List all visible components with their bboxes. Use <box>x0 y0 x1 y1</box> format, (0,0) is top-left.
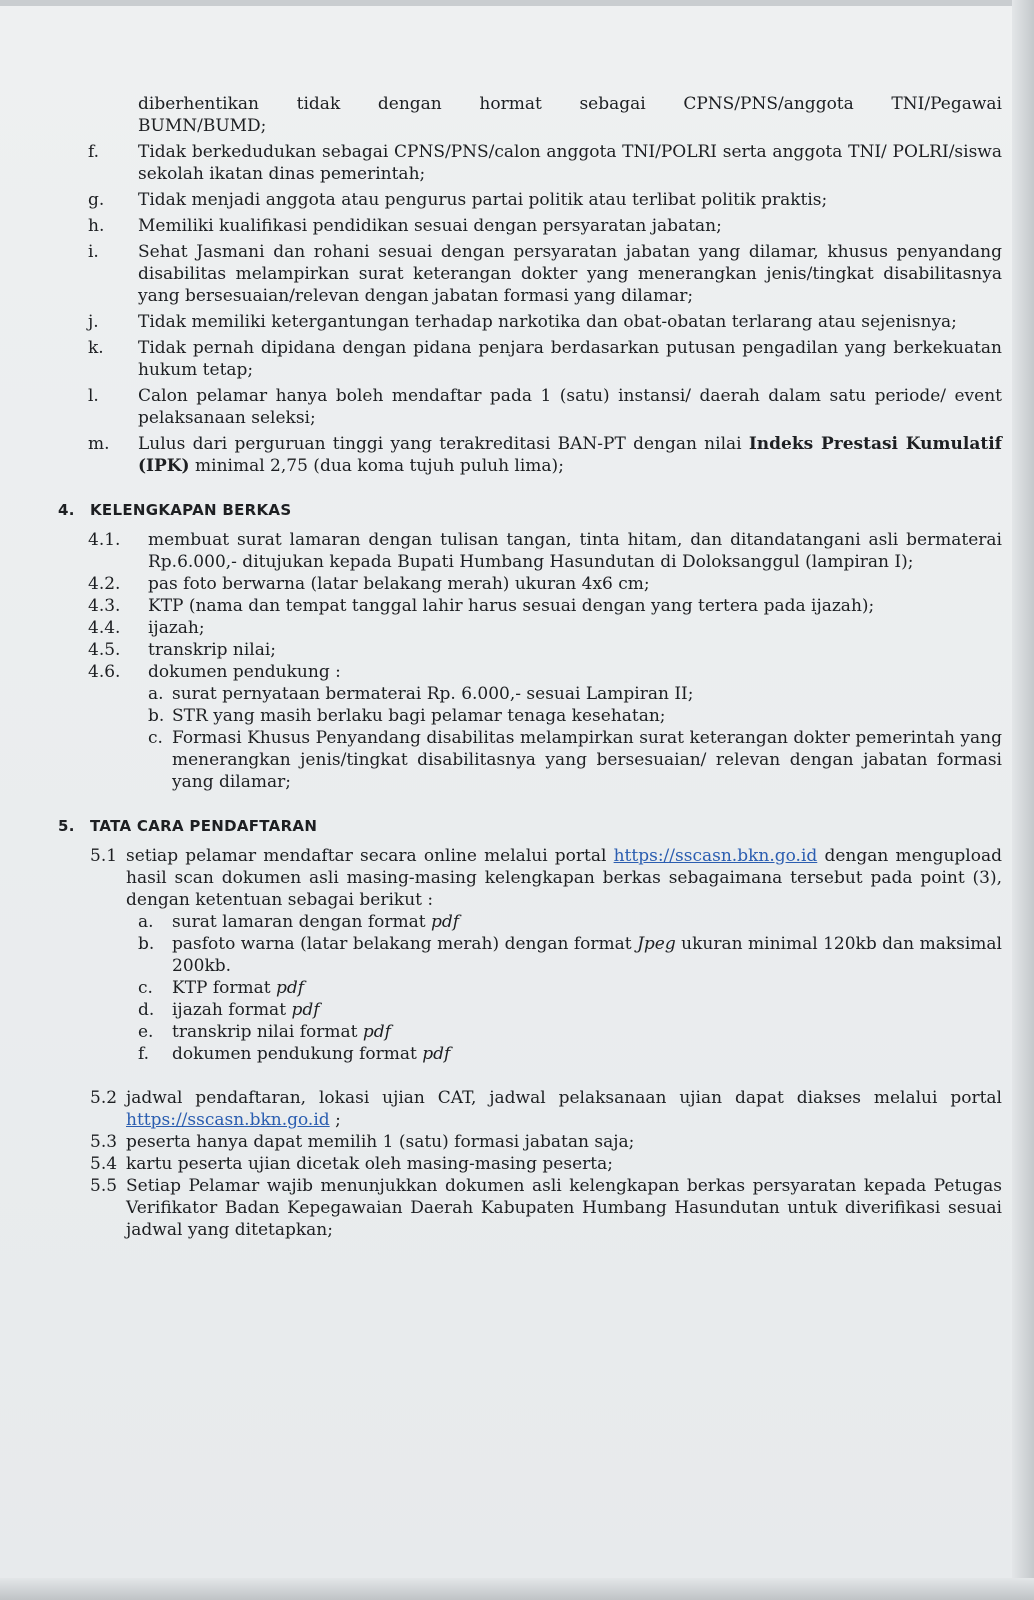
section-5-item <box>58 1153 1002 1175</box>
scan-edge-bottom <box>0 1578 1034 1600</box>
requirement-item <box>58 141 1002 185</box>
intro-word: TNI/Pegawai <box>891 94 1002 114</box>
section-4-item <box>58 639 1002 661</box>
section-4-item <box>58 661 1002 683</box>
section-4-subitem <box>58 705 1002 727</box>
requirement-item <box>58 337 1002 381</box>
intro-word: sebagai <box>579 94 646 114</box>
section-4-subitem <box>58 727 1002 793</box>
section-4-subitem <box>58 683 1002 705</box>
requirement-text: Tidak berkedudukan sebagai CPNS/PNS/calon anggota TNI/POLRI serta anggota TNI/ POLRI/siswa sekolah ikatan dinas pemerintah; <box>138 142 1002 184</box>
requirement-text: Tidak pernah dipidana dengan pidana penjara berdasarkan putusan pengadilan yang berkekuatan hukum tetap; <box>138 338 1002 380</box>
item-marker: 5.4 <box>90 1154 118 1174</box>
item-text: Setiap Pelamar wajib menunjukkan dokumen asli kelengkapan berkas persyaratan kepada Petugas Verifikator Badan Kepegawaian Daerah Kabupaten Humbang Hasundutan untuk diverifikasi sesuai jadwal yang ditetapkan; <box>126 1176 1002 1240</box>
item-marker: 4.5. <box>88 640 121 660</box>
format-marker: c. <box>138 978 153 998</box>
requirement-item <box>58 215 1002 237</box>
item-text-before: setiap pelamar mendaftar secara online melalui portal <box>126 846 614 866</box>
requirement-item <box>58 241 1002 307</box>
requirement-text: Tidak memiliki ketergantungan terhadap narkotika dan obat-obatan terlarang atau sejenisnya; <box>138 312 957 332</box>
requirement-marker: k. <box>88 338 104 358</box>
format-ext: Jpeg <box>637 934 676 954</box>
section-5-item <box>58 1175 1002 1241</box>
requirement-marker: h. <box>88 216 105 236</box>
intro-word: tidak <box>296 94 341 114</box>
item-text: KTP (nama dan tempat tanggal lahir harus sesuai dengan yang tertera pada ijazah); <box>148 596 875 616</box>
requirement-item <box>58 311 1002 333</box>
section-5-heading <box>58 815 1002 837</box>
intro-word: CPNS/PNS/anggota <box>683 94 854 114</box>
section-title: TATA CARA PENDAFTARAN <box>90 817 318 835</box>
item-text-after: ; <box>329 1110 341 1130</box>
section-4-item <box>58 573 1002 595</box>
intro-line1 <box>138 93 1002 115</box>
section-number: 5. <box>58 817 75 835</box>
format-item <box>58 977 1002 999</box>
format-label: transkrip nilai format <box>172 1022 363 1042</box>
format-label: ijazah format <box>172 1000 292 1020</box>
requirement-bold: Indeks Prestasi Kumulatif (IPK) <box>138 434 1002 476</box>
document-content <box>58 93 1002 1241</box>
item-marker: 5.5 <box>90 1176 118 1196</box>
intro-line2: BUMN/BUMD; <box>138 116 267 136</box>
format-text <box>172 999 1002 1021</box>
format-text <box>172 1043 1002 1065</box>
format-label: KTP format <box>172 978 277 998</box>
format-ext: pdf <box>422 1044 451 1064</box>
item-marker: 5.1 <box>90 846 118 866</box>
format-label: surat lamaran dengan format <box>172 912 432 932</box>
format-item <box>58 1021 1002 1043</box>
format-ext: pdf <box>362 1022 391 1042</box>
format-item <box>58 1043 1002 1065</box>
requirement-text: Sehat Jasmani dan rohani sesuai dengan persyaratan jabatan yang dilamar, khusus penyandang disabilitas melampirkan surat keterangan dokter yang menerangkan jenis/tingkat disabilitasnya yang bersesuaian/relevan dengan jabatan formasi yang dilamar; <box>138 242 1002 306</box>
section-4-heading <box>58 499 1002 521</box>
item-text: ijazah; <box>148 618 205 638</box>
section-5-item <box>58 1087 1002 1131</box>
section-4-item <box>58 529 1002 573</box>
section-number: 4. <box>58 501 75 519</box>
format-text <box>172 933 1002 977</box>
section-title: KELENGKAPAN BERKAS <box>90 501 292 519</box>
subitem-text: Formasi Khusus Penyandang disabilitas melampirkan surat keterangan dokter pemerintah yang menerangkan jenis/tingkat disabilitasnya yang bersesuaian/ relevan dengan jabatan formasi yang dilamar; <box>172 728 1002 792</box>
item-marker: 5.2 <box>90 1088 118 1108</box>
item-text: membuat surat lamaran dengan tulisan tangan, tinta hitam, dan ditandatangani asli bermaterai Rp.6.000,- ditujukan kepada Bupati Humbang Hasundutan di Doloksanggul (lampiran I); <box>148 530 1002 572</box>
requirement-marker: j. <box>88 312 99 332</box>
format-after: ukuran minimal 120kb dan maksimal 200kb. <box>172 934 1002 976</box>
requirement-text: Calon pelamar hanya boleh mendaftar pada 1 (satu) instansi/ daerah dalam satu periode/ event pelaksanaan seleksi; <box>138 386 1002 428</box>
subitem-text: surat pernyataan bermaterai Rp. 6.000,- sesuai Lampiran II; <box>172 684 694 704</box>
format-label: dokumen pendukung format <box>172 1044 423 1064</box>
format-item <box>58 911 1002 933</box>
subitem-text: STR yang masih berlaku bagi pelamar tenaga kesehatan; <box>172 706 666 726</box>
item-text-after: dengan mengupload hasil scan dokumen asli masing-masing kelengkapan berkas sebagaimana tersebut pada point (3), dengan ketentuan sebagai berikut : <box>126 846 1002 910</box>
section-4-item <box>58 617 1002 639</box>
requirement-marker: i. <box>88 242 99 262</box>
requirement-marker: g. <box>88 190 105 210</box>
item-text: kartu peserta ujian dicetak oleh masing-masing peserta; <box>126 1154 613 1174</box>
item-text-before: jadwal pendaftaran, lokasi ujian CAT, jadwal pelaksanaan ujian dapat diakses melalui portal <box>126 1088 1002 1108</box>
subitem-marker: a. <box>148 684 164 704</box>
format-label: pasfoto warna (latar belakang merah) dengan format <box>172 934 638 954</box>
section-4-item <box>58 595 1002 617</box>
format-item <box>58 999 1002 1021</box>
format-text <box>172 977 1002 999</box>
format-marker: d. <box>138 1000 155 1020</box>
item-marker: 4.2. <box>88 574 121 594</box>
intro-continuation <box>58 93 1002 137</box>
format-ext: pdf <box>431 912 460 932</box>
format-marker: e. <box>138 1022 154 1042</box>
item-marker: 4.6. <box>88 662 121 682</box>
requirement-item <box>58 433 1002 477</box>
requirement-text <box>138 433 1002 477</box>
format-text <box>172 1021 1002 1043</box>
intro-word: diberhentikan <box>138 94 260 114</box>
format-marker: f. <box>138 1044 150 1064</box>
requirement-text-before: Lulus dari perguruan tinggi yang terakreditasi BAN-PT dengan nilai <box>138 434 749 454</box>
intro-word: dengan <box>377 94 442 114</box>
format-text <box>172 911 1002 933</box>
subitem-marker: c. <box>148 728 163 748</box>
scan-edge-right <box>1012 0 1034 1600</box>
format-marker: a. <box>138 912 154 932</box>
format-marker: b. <box>138 934 155 954</box>
requirement-marker: l. <box>88 386 99 406</box>
item-marker: 4.1. <box>88 530 121 550</box>
requirement-text-after: minimal 2,75 (dua koma tujuh puluh lima); <box>189 456 564 476</box>
requirement-item <box>58 385 1002 429</box>
portal-link[interactable]: https://sscasn.bkn.go.id <box>126 1110 330 1130</box>
item-marker: 4.4. <box>88 618 121 638</box>
requirement-text: Tidak menjadi anggota atau pengurus partai politik atau terlibat politik praktis; <box>138 190 828 210</box>
requirement-text: Memiliki kualifikasi pendidikan sesuai dengan persyaratan jabatan; <box>138 216 722 236</box>
scan-edge-top <box>0 0 1034 6</box>
item-text <box>126 1087 1002 1131</box>
requirement-item <box>58 189 1002 211</box>
item-text: peserta hanya dapat memilih 1 (satu) formasi jabatan saja; <box>126 1132 635 1152</box>
format-ext: pdf <box>276 978 305 998</box>
subitem-marker: b. <box>148 706 165 726</box>
item-text: pas foto berwarna (latar belakang merah) ukuran 4x6 cm; <box>148 574 650 594</box>
item-marker: 4.3. <box>88 596 121 616</box>
section-5-item <box>58 845 1002 911</box>
portal-link[interactable]: https://sscasn.bkn.go.id <box>613 846 818 866</box>
item-text: dokumen pendukung : <box>148 662 341 682</box>
item-text <box>126 845 1002 911</box>
item-marker: 5.3 <box>90 1132 118 1152</box>
requirement-marker: m. <box>88 434 110 454</box>
requirement-marker: f. <box>88 142 100 162</box>
item-text: transkrip nilai; <box>148 640 277 660</box>
format-ext: pdf <box>291 1000 320 1020</box>
format-item <box>58 933 1002 977</box>
intro-word: hormat <box>479 94 542 114</box>
section-5-item <box>58 1131 1002 1153</box>
